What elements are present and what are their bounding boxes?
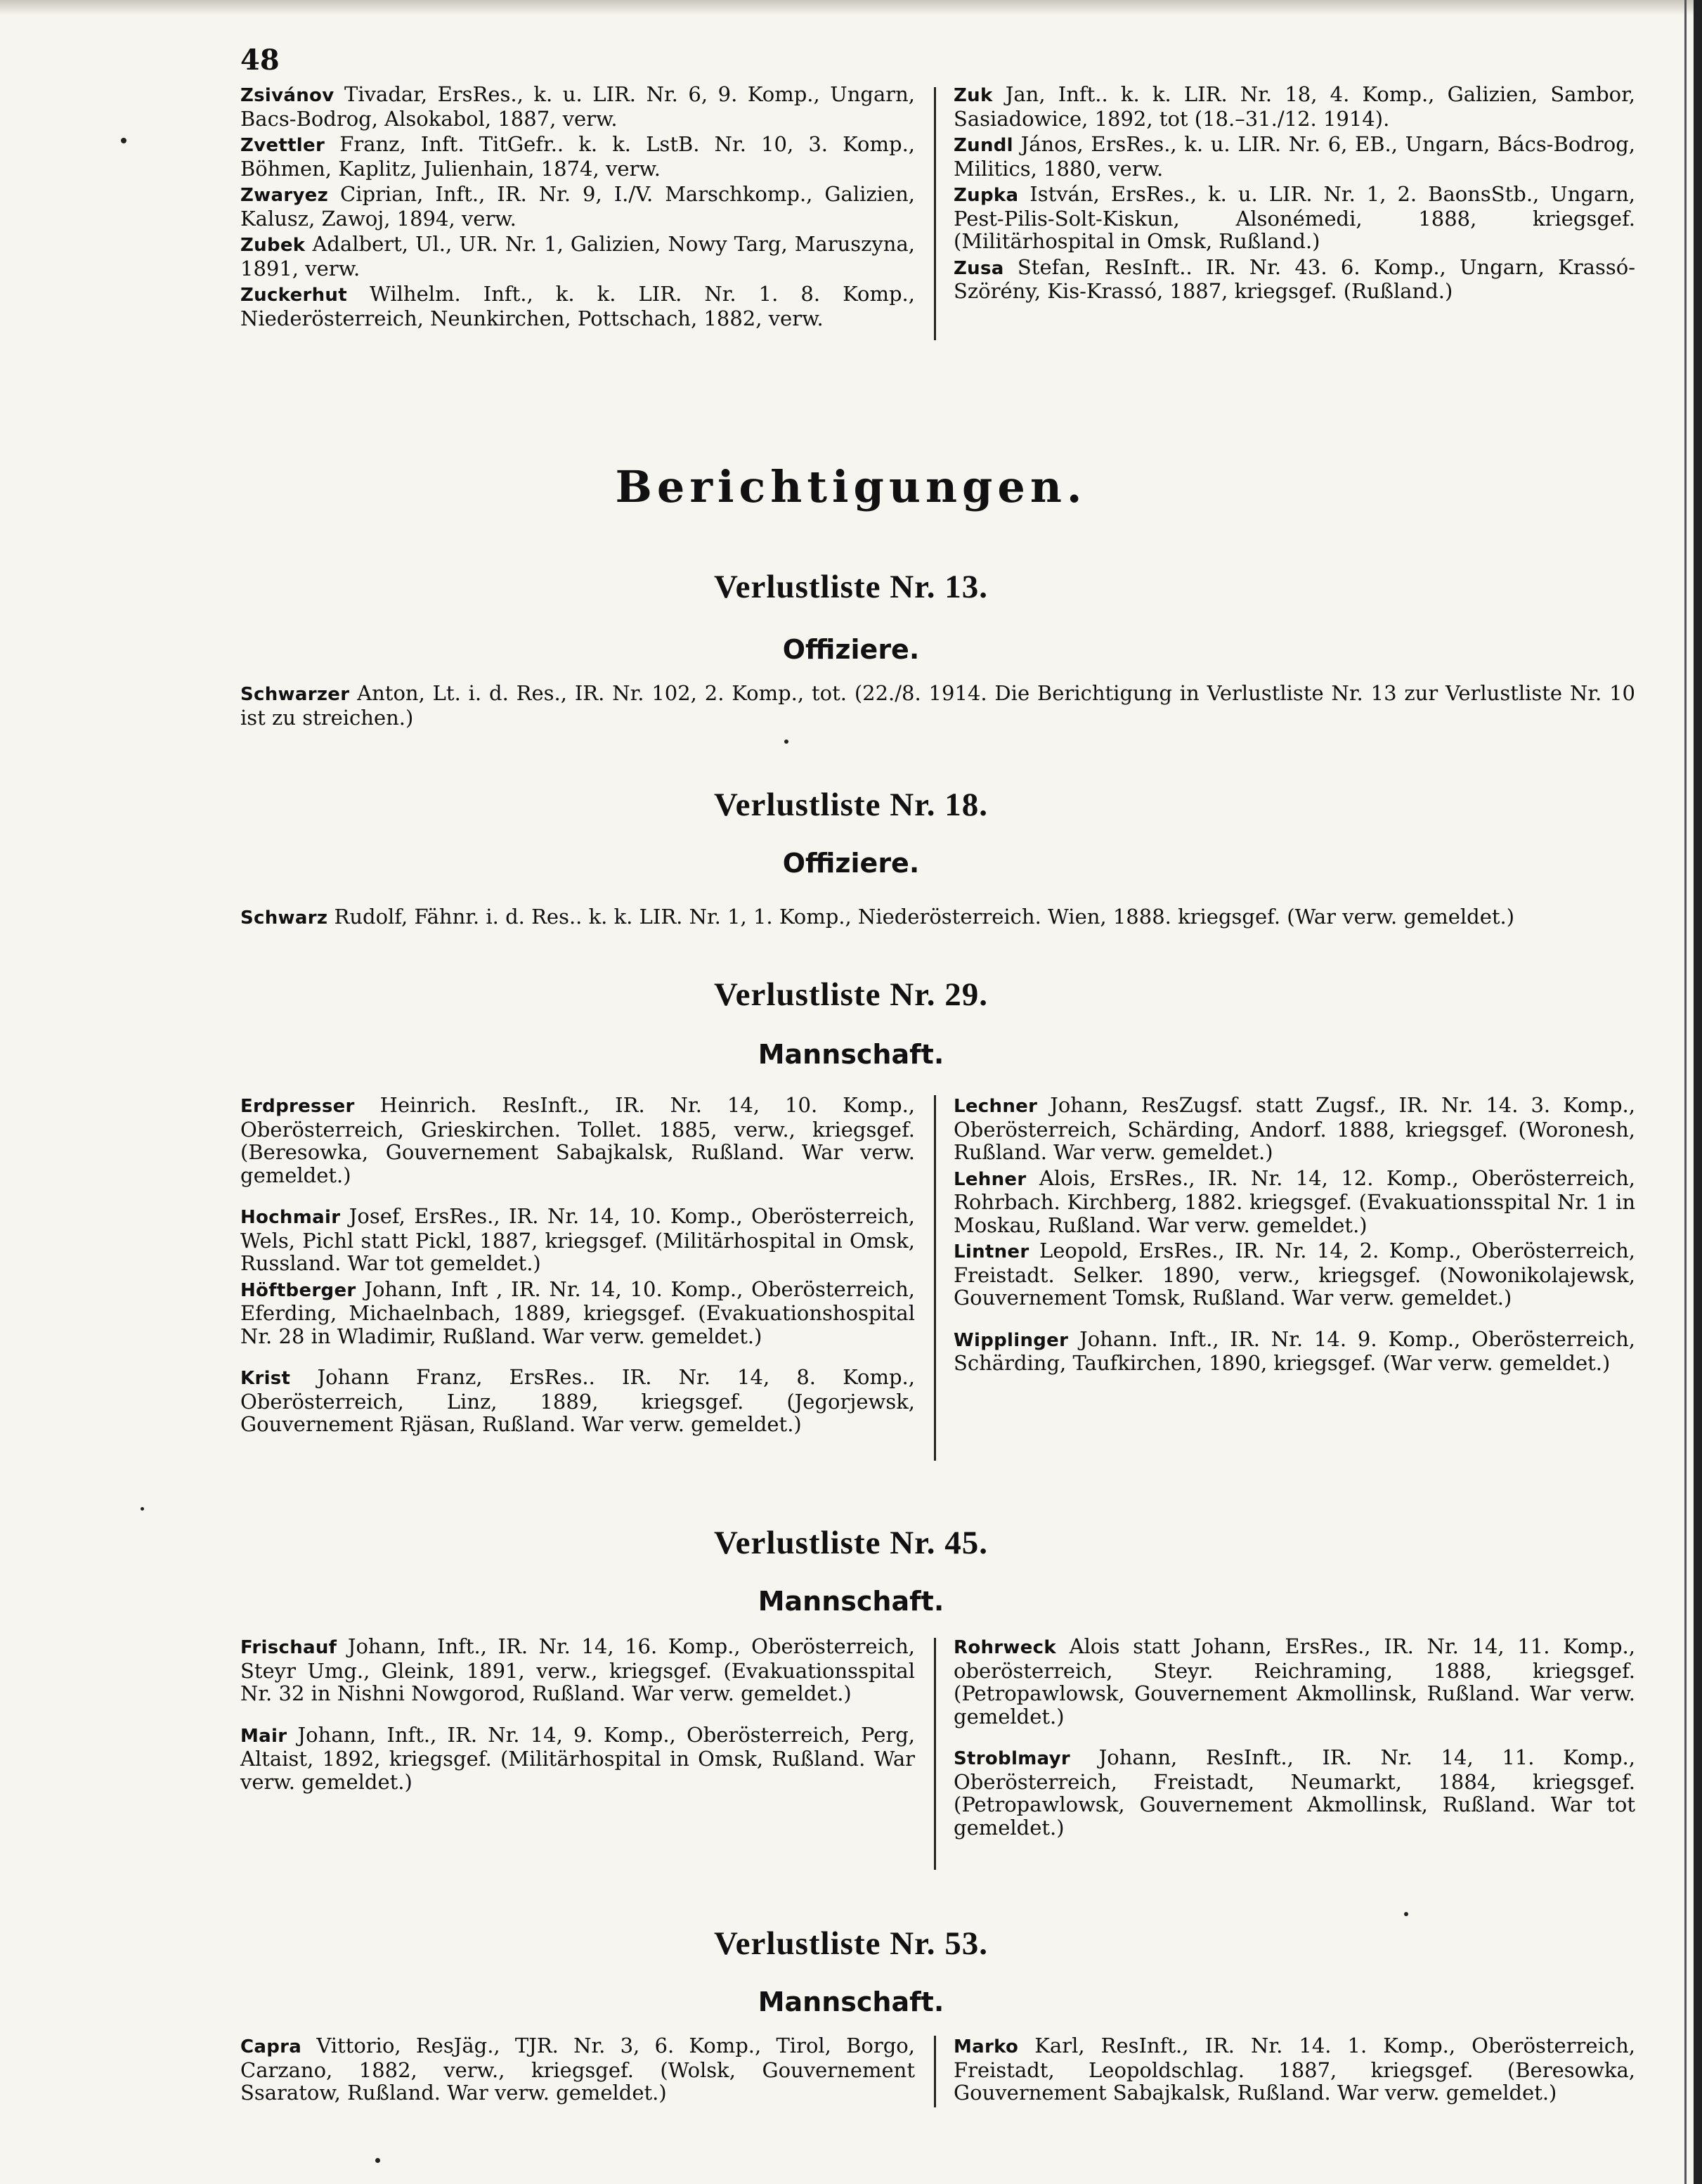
list-entry bbox=[240, 183, 915, 230]
entry-surname: Rohrweck bbox=[954, 1637, 1056, 1658]
list-entry bbox=[240, 233, 915, 280]
section-subtitle: Mannschaft. bbox=[758, 1586, 944, 1617]
entry-details: Karl, ResInft., IR. Nr. 14. 1. Komp., Oberösterreich, Freistadt, Leopoldschlag. 1887, kriegsgef. (Beresowka, Gouvernement Sabajkalsk, Rußland. War verw. gemeldet.) bbox=[954, 2034, 1635, 2105]
scan-speck bbox=[141, 1507, 144, 1511]
list-entry bbox=[954, 256, 1635, 303]
scan-shadow-top bbox=[0, 0, 1702, 15]
list-entry bbox=[240, 1635, 915, 1705]
entry-surname: Schwarzer bbox=[240, 684, 350, 705]
entry-details: Johann, ResZugsf. statt Zugsf., IR. Nr. 14. 3. Komp., Oberösterreich, Schärding, Andorf. 1888, kriegsgef. (Woronesh, Rußland. War verw. gemeldet.) bbox=[954, 1093, 1635, 1164]
entry-surname: Stroblmayr bbox=[954, 1748, 1070, 1769]
list-entry bbox=[954, 2034, 1635, 2105]
entry-details: Stefan, ResInft.. IR. Nr. 43. 6. Komp., Ungarn, Krassó-Szörény, Kis-Krassó, 1887, kriegsgef. (Rußland.) bbox=[954, 254, 1635, 303]
entry-surname: Hochmair bbox=[240, 1207, 341, 1228]
page-number: 48 bbox=[240, 44, 280, 77]
entry-details: Alois, ErsRes., IR. Nr. 14, 12. Komp., Oberösterreich, Rohrbach. Kirchberg, 1882. kriegsgef. (Evakuationsspital Nr. 1 in Moskau, Rußland. War verw. gemeldet.) bbox=[954, 1165, 1635, 1237]
section-entries bbox=[240, 905, 1635, 933]
entry-surname: Capra bbox=[240, 2036, 302, 2057]
entry-details: Ciprian, Inft., IR. Nr. 9, I./V. Marschkomp., Galizien, Kalusz, Zawoj, 1894, verw. bbox=[240, 182, 915, 231]
section-title: Verlustliste Nr. 53. bbox=[714, 1925, 988, 1962]
top-left-column bbox=[240, 83, 915, 332]
scan-speck bbox=[784, 739, 788, 744]
list-entry bbox=[240, 83, 915, 130]
list-entry bbox=[240, 283, 915, 330]
scan-speck bbox=[1404, 1912, 1408, 1916]
section-right-column bbox=[954, 2034, 1635, 2107]
list-entry bbox=[954, 1167, 1635, 1237]
entry-surname: Wipplinger bbox=[954, 1329, 1069, 1351]
scan-speck bbox=[121, 138, 126, 143]
entry-surname: Erdpresser bbox=[240, 1096, 355, 1117]
column-divider bbox=[934, 1095, 936, 1461]
entry-details: Leopold, ErsRes., IR. Nr. 14, 2. Komp., Oberösterreich, Freistadt. Selker. 1890, verw., kriegsgef. (Nowonikolajewsk, Gouvernement Tomsk, Rußland. War verw. gemeldet.) bbox=[954, 1239, 1635, 1310]
page-title: Berichtigungen. bbox=[615, 461, 1087, 512]
entry-details: Johann, ResInft., IR. Nr. 14, 11. Komp., Oberösterreich, Freistadt, Neumarkt, 1884, kriegsgef. (Petropawlowsk, Gouvernement Akmollinsk, Rußland. War tot gemeldet.) bbox=[954, 1745, 1635, 1840]
entry-surname: Zusa bbox=[954, 257, 1004, 279]
entry-surname: Krist bbox=[240, 1368, 291, 1389]
list-entry bbox=[954, 1746, 1635, 1839]
list-entry bbox=[240, 1205, 915, 1275]
entry-details: János, ErsRes., k. u. LIR. Nr. 6, EB., Ungarn, Bács-Bodrog, Militics, 1880, verw. bbox=[954, 132, 1635, 181]
entry-details: Johann, Inft., IR. Nr. 14, 16. Komp., Oberösterreich, Steyr Umg., Gleink, 1891, verw., kriegsgef. (Evakuationsspital Nr. 32 in Nishni Nowgorod, Rußland. War verw. gemeldet.) bbox=[240, 1634, 915, 1705]
list-entry bbox=[240, 905, 1635, 930]
entry-surname: Lehner bbox=[954, 1168, 1027, 1190]
entry-surname: Zvettler bbox=[240, 135, 325, 156]
list-entry bbox=[240, 1366, 915, 1436]
section-right-column bbox=[954, 1635, 1635, 1842]
column-divider bbox=[934, 87, 936, 340]
section-left-column bbox=[240, 2034, 915, 2107]
list-entry bbox=[240, 1278, 915, 1348]
entry-details: Anton, Lt. i. d. Res., IR. Nr. 102, 2. Komp., tot. (22./8. 1914. Die Berichtigung in Verlustliste Nr. 13 zur Verlustliste Nr. 10 ist zu streichen.) bbox=[240, 681, 1635, 730]
entry-surname: Frischauf bbox=[240, 1637, 337, 1658]
list-entry bbox=[954, 1239, 1635, 1310]
scan-border-right bbox=[1694, 0, 1702, 2184]
list-entry bbox=[954, 83, 1635, 130]
section-left-column bbox=[240, 1094, 915, 1439]
entry-surname: Lintner bbox=[954, 1241, 1029, 1262]
entry-details: Alois statt Johann, ErsRes., IR. Nr. 14, 11. Komp., oberösterreich, Steyr. Reichraming, 1888, kriegsgef. (Petropawlowsk, Gouvernement Akmollinsk, Rußland. War verw. gemeldet.) bbox=[954, 1634, 1635, 1729]
scan-border-line bbox=[1684, 0, 1687, 2184]
section-subtitle: Offiziere. bbox=[782, 634, 920, 665]
entry-details: Wilhelm. Inft., k. k. LIR. Nr. 1. 8. Komp., Niederösterreich, Neunkirchen, Pottschach, 1882, verw. bbox=[240, 282, 915, 330]
section-left-column bbox=[240, 1635, 915, 1796]
entry-details: Johann, Inft , IR. Nr. 14, 10. Komp., Oberösterreich, Eferding, Michaelnbach, 1889, kriegsgef. (Evakuationshospital Nr. 28 in Wladimir, Rußland. War verw. gemeldet.) bbox=[240, 1277, 915, 1348]
list-entry bbox=[954, 1094, 1635, 1164]
list-entry bbox=[240, 133, 915, 180]
entry-details: Rudolf, Fähnr. i. d. Res.. k. k. LIR. Nr. 1, 1. Komp., Niederösterreich. Wien, 1888. kriegsgef. (War verw. gemeldet.) bbox=[327, 905, 1515, 929]
entry-surname: Zubek bbox=[240, 235, 306, 256]
list-entry bbox=[240, 1094, 915, 1187]
entry-details: Franz, Inft. TitGefr.. k. k. LstB. Nr. 10, 3. Komp., Böhmen, Kaplitz, Julienhain, 1874, verw. bbox=[240, 132, 915, 181]
list-entry bbox=[954, 183, 1635, 253]
list-entry bbox=[954, 133, 1635, 180]
entry-surname: Zundl bbox=[954, 135, 1013, 156]
entry-details: Johann, Inft., IR. Nr. 14, 9. Komp., Oberösterreich, Perg, Altaist, 1892, kriegsgef. (Militärhospital in Omsk, Rußland. War verw. gemeldet.) bbox=[240, 1722, 915, 1794]
section-title: Verlustliste Nr. 13. bbox=[714, 569, 988, 605]
entry-details: Johann Franz, ErsRes.. IR. Nr. 14, 8. Komp., Oberösterreich, Linz, 1889, kriegsgef. (Jegorjewsk, Gouvernement Rjäsan, Rußland. War verw. gemeldet.) bbox=[240, 1365, 915, 1436]
entry-surname: Marko bbox=[954, 2036, 1019, 2057]
top-right-column bbox=[954, 83, 1635, 306]
entry-details: Josef, ErsRes., IR. Nr. 14, 10. Komp., Oberösterreich, Wels, Pichl statt Pickl, 1887, kriegsgef. (Militärhospital in Omsk, Russland. War tot gemeldet.) bbox=[240, 1204, 915, 1275]
section-subtitle: Mannschaft. bbox=[758, 1986, 944, 2017]
section-entries bbox=[240, 682, 1635, 732]
scan-speck bbox=[375, 2158, 380, 2163]
entry-details: Vittorio, ResJäg., TJR. Nr. 3, 6. Komp., Tirol, Borgo, Carzano, 1882, verw., kriegsgef. (Wolsk, Gouvernement Ssaratow, Rußland. War verw. gemeldet.) bbox=[240, 2034, 915, 2105]
list-entry bbox=[240, 682, 1635, 730]
entry-surname: Höftberger bbox=[240, 1279, 356, 1301]
section-subtitle: Offiziere. bbox=[782, 848, 920, 879]
section-title: Verlustliste Nr. 45. bbox=[714, 1525, 988, 1561]
section-right-column bbox=[954, 1094, 1635, 1378]
entry-surname: Zsivánov bbox=[240, 85, 334, 106]
entry-details: Adalbert, Ul., UR. Nr. 1, Galizien, Nowy Targ, Maruszyna, 1891, verw. bbox=[240, 232, 915, 280]
section-title: Verlustliste Nr. 29. bbox=[714, 976, 988, 1013]
section-subtitle: Mannschaft. bbox=[758, 1039, 944, 1070]
list-entry bbox=[240, 1724, 915, 1794]
column-divider bbox=[934, 1638, 936, 1870]
entry-surname: Zwaryez bbox=[240, 185, 329, 206]
entry-surname: Schwarz bbox=[240, 907, 328, 929]
entry-surname: Zuk bbox=[954, 85, 993, 106]
entry-surname: Zupka bbox=[954, 185, 1019, 206]
section-title: Verlustliste Nr. 18. bbox=[714, 787, 988, 823]
entry-details: Heinrich. ResInft., IR. Nr. 14, 10. Komp., Oberösterreich, Grieskirchen. Tollet. 1885, verw., kriegsgef. (Beresowka, Gouvernement Sabajkalsk, Rußland. War verw. gemeldet.) bbox=[240, 1093, 915, 1187]
entry-details: Tivadar, ErsRes., k. u. LIR. Nr. 6, 9. Komp., Ungarn, Bacs-Bodrog, Alsokabol, 1887, verw. bbox=[240, 82, 915, 131]
entry-details: István, ErsRes., k. u. LIR. Nr. 1, 2. BaonsStb., Ungarn, Pest-Pilis-Solt-Kiskun, Alsonémedi, 1888, kriegsgef. (Militärhospital in Omsk, Rußland.) bbox=[954, 182, 1635, 253]
entry-details: Johann. Inft., IR. Nr. 14. 9. Komp., Oberösterreich, Schärding, Taufkirchen, 1890, kriegsgef. (War verw. gemeldet.) bbox=[954, 1326, 1635, 1375]
list-entry bbox=[240, 2034, 915, 2105]
entry-details: Jan, Inft.. k. k. LIR. Nr. 18, 4. Komp., Galizien, Sambor, Sasiadowice, 1892, tot (18.–31./12. 1914). bbox=[954, 82, 1635, 131]
entry-surname: Mair bbox=[240, 1725, 287, 1747]
list-entry bbox=[954, 1328, 1635, 1375]
entry-surname: Zuckerhut bbox=[240, 285, 347, 306]
list-entry bbox=[954, 1635, 1635, 1728]
column-divider bbox=[934, 2036, 936, 2107]
entry-surname: Lechner bbox=[954, 1096, 1038, 1117]
